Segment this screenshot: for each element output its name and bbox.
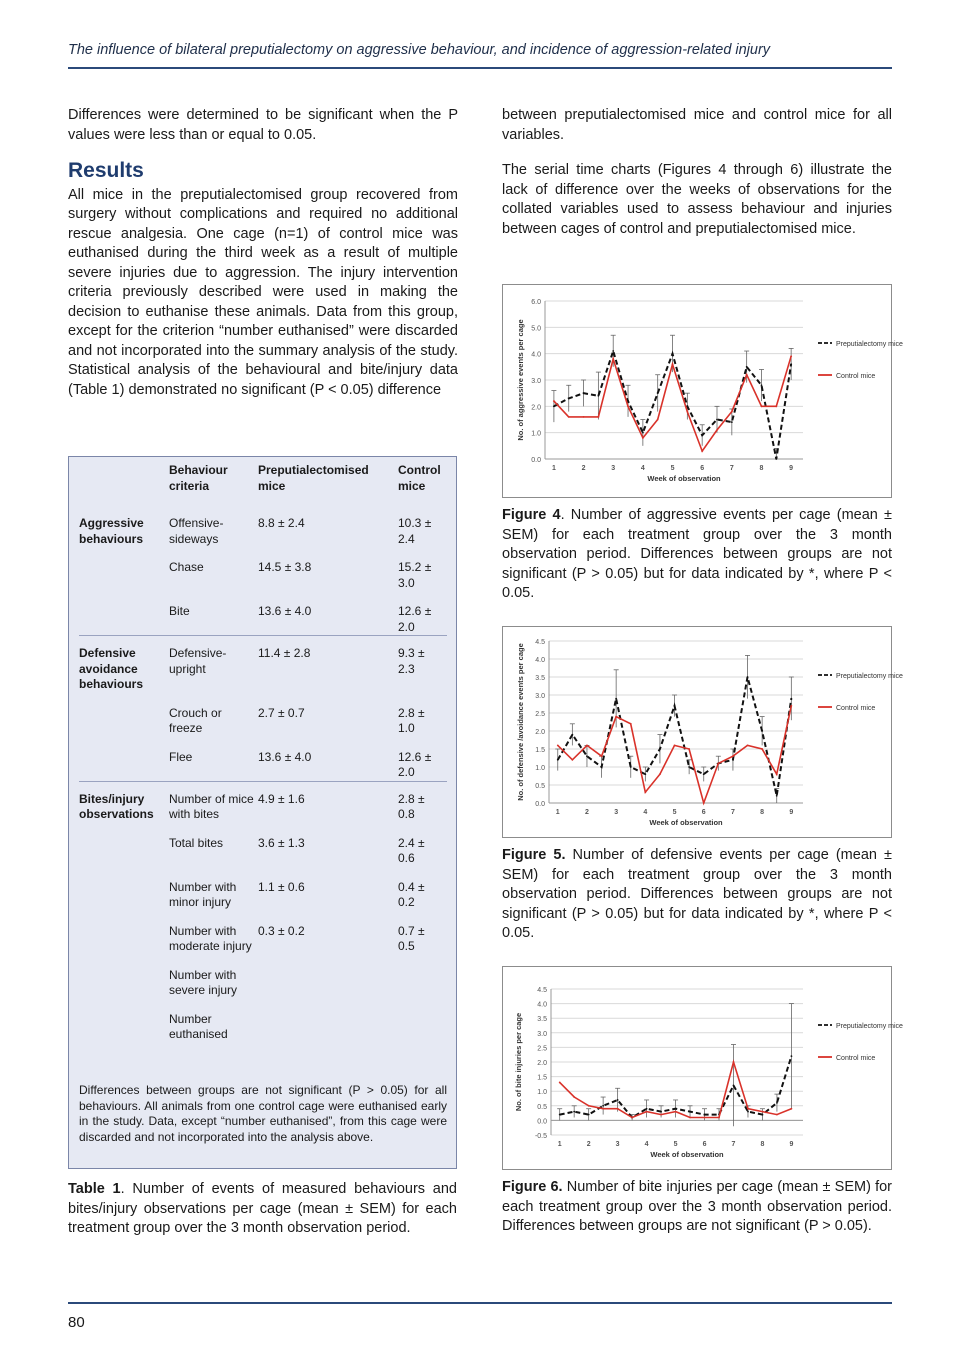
data-point (747, 676, 749, 678)
data-point (701, 434, 703, 436)
y-axis-label: No. of aggressive events per cage (516, 319, 525, 441)
data-point (602, 1108, 604, 1110)
x-tick-label: 8 (760, 1141, 765, 1148)
data-point (761, 384, 763, 386)
x-tick-label: 9 (789, 809, 794, 816)
y-tick-label: 3.5 (535, 675, 545, 682)
y-tick-label: 1.5 (537, 1074, 547, 1082)
data-point (615, 698, 617, 700)
data-point (775, 405, 777, 407)
data-point (672, 363, 674, 365)
data-point (746, 366, 748, 368)
group-name-cell (79, 547, 169, 591)
data-point (747, 1108, 749, 1110)
data-point (557, 759, 559, 761)
legend-label: Preputialectomy mice (836, 1023, 903, 1030)
y-tick-label: 3.5 (537, 1016, 547, 1024)
page-number: 80 (68, 1314, 85, 1331)
left-column (68, 106, 458, 414)
results-paragraph: All mice in the preputialectomised group recovered from surgery without complications and required no additional rescue analgesia. One cage (n=1) of control mice was euthanised during the third week as a result of multiple severe injuries due to aggression. The injury intervention criteria previously described were used in making the decision to euthanise these animals. Data from this group, except for the criterion “number euthanised” were discarded and not incorporated into the summary analysis of the study. Statistical analysis of the behavioural and bite/injury data (Table 1) demonstrated no significant (P < 0.05) difference (68, 186, 458, 398)
table-row (79, 693, 447, 737)
group-name-cell (79, 823, 169, 867)
data-point (672, 353, 674, 355)
prep-value-cell: 11.4 ± 2.8 (258, 646, 311, 660)
data-point (597, 416, 599, 418)
data-point (747, 745, 749, 747)
data-point (703, 773, 705, 775)
y-tick-label: 4.0 (537, 1001, 547, 1009)
y-tick-label: 3.0 (537, 1030, 547, 1038)
series-control-line (558, 706, 792, 803)
data-point (630, 723, 632, 725)
legend-label: Preputialectomy mice (836, 341, 903, 348)
x-tick-label: 3 (614, 809, 619, 816)
data-point (674, 705, 676, 707)
right-paragraph-2: The serial time charts (Figures 4 through 6) illustrate the lack of difference over the weeks of observations for the collated variables used to assess behaviour and injuries between cages of control and preputialectomised mice. (502, 162, 892, 237)
figure-6-caption-text: Number of bite injuries per cage (mean ± SEM) for each treatment group over the 3 month observation period. Differences between groups are not significant (P > 0.05). (502, 1179, 892, 1234)
control-value-cell: 2.4 ± 0.6 (398, 835, 425, 865)
figure-4-caption (502, 506, 892, 604)
data-point (790, 355, 792, 357)
group-name-cell (79, 591, 169, 636)
data-point (553, 400, 555, 402)
criterion-cell: Flee (169, 749, 193, 764)
x-tick-label: 9 (789, 465, 794, 472)
data-point (583, 416, 585, 418)
data-point (717, 763, 719, 765)
header-criteria: Behaviour criteria (169, 463, 228, 493)
data-point (571, 759, 573, 761)
y-tick-label: 3.0 (531, 378, 541, 385)
criterion-cell: Number with severe injury (169, 967, 238, 997)
data-point (601, 755, 603, 757)
control-value-cell: 15.2 ± 3.0 (398, 560, 432, 590)
data-point (675, 1111, 677, 1113)
figure-4 (502, 284, 903, 498)
figure-5-chart (503, 627, 903, 837)
y-tick-label: -0.5 (534, 1133, 547, 1140)
x-tick-label: 1 (555, 809, 560, 816)
data-point (612, 350, 614, 352)
table-row (79, 782, 447, 823)
data-point (703, 802, 705, 804)
data-point (733, 1061, 735, 1063)
group-name-cell (79, 867, 169, 911)
data-point (617, 1108, 619, 1110)
figure-6-chart (503, 967, 903, 1169)
data-point (588, 1114, 590, 1116)
data-point (675, 1108, 677, 1110)
figure-5 (502, 626, 903, 838)
data-point (642, 437, 644, 439)
x-tick-label: 3 (615, 1141, 620, 1148)
x-tick-label: 9 (789, 1141, 794, 1148)
data-point (559, 1082, 561, 1084)
criterion-cell: Chase (169, 560, 204, 574)
data-point (732, 759, 734, 761)
data-point (686, 411, 688, 413)
x-tick-label: 2 (581, 465, 586, 472)
criterion-cell: Number with moderate injury (169, 923, 252, 953)
intro-paragraph: Differences were determined to be significant when the P values were less than or equal to 0.05. (68, 107, 458, 143)
table-row (79, 911, 447, 955)
prep-value-cell: 2.7 ± 0.7 (258, 705, 305, 720)
header-control: Control mice (398, 463, 441, 493)
data-point (686, 405, 688, 407)
data-point (646, 1111, 648, 1113)
y-tick-label: 1.0 (531, 430, 541, 438)
criterion-cell: Defensive-upright (169, 646, 227, 676)
data-point (557, 745, 559, 747)
criterion-cell: Number with minor injury (169, 879, 237, 909)
y-tick-label: 2.0 (531, 404, 541, 412)
prep-value-cell (258, 999, 398, 1043)
x-tick-label: 7 (729, 465, 734, 472)
figure-6 (502, 966, 903, 1170)
table-row (79, 547, 447, 591)
x-tick-label: 6 (700, 465, 705, 472)
table-1 (68, 456, 457, 1169)
table-row (79, 823, 447, 867)
table-caption (68, 1180, 457, 1239)
y-tick-label: 2.0 (537, 1060, 547, 1067)
control-value-cell: 12.6 ± 2.0 (398, 604, 432, 634)
table-row (79, 955, 447, 999)
criterion-cell: Total bites (169, 835, 224, 850)
data-point (761, 730, 763, 732)
group-name-cell (79, 955, 169, 999)
data-point (630, 766, 632, 768)
group-name-cell: Aggressive behaviours (79, 516, 144, 546)
prep-value-cell: 0.3 ± 0.2 (258, 923, 305, 938)
data-point (689, 1117, 691, 1119)
data-point (731, 411, 733, 413)
figure-4-caption-text: . Number of aggressive events per cage (mean ± SEM) for each treatment group over the 3 month observation period. Differences between groups are not significant (P > 0.05) but for data indicated by *, where P < 0.05. (502, 507, 892, 601)
table-row (79, 591, 447, 636)
x-tick-label: 6 (701, 809, 706, 816)
data-point (588, 1105, 590, 1107)
data-point (617, 1099, 619, 1101)
criterion-cell: Number of mice with bites (169, 791, 254, 821)
data-point (790, 705, 792, 707)
prep-value-cell: 13.6 ± 4.0 (258, 749, 312, 764)
y-axis-label: No. of bite injuries per cage (514, 1012, 523, 1112)
criterion-cell: Crouch or freeze (169, 705, 222, 735)
y-tick-label: 3.0 (535, 693, 545, 700)
x-tick-label: 4 (640, 465, 645, 472)
y-tick-label: 2.0 (535, 729, 545, 736)
data-point (701, 450, 703, 452)
x-tick-label: 1 (557, 1141, 562, 1148)
figure-6-label: Figure 6. (502, 1179, 563, 1195)
data-point (716, 429, 718, 431)
data-point (583, 392, 585, 394)
control-value-cell: 10.3 ± 2.4 (398, 516, 432, 546)
x-tick-label: 7 (730, 809, 735, 816)
prep-value-cell: 4.9 ± 1.6 (258, 791, 305, 806)
data-point (776, 773, 778, 775)
data-point (642, 432, 644, 434)
y-tick-label: 1.5 (535, 747, 545, 754)
data-point (568, 416, 570, 418)
table-row (79, 636, 447, 693)
data-point (586, 745, 588, 747)
group-name-cell (79, 999, 169, 1043)
data-point (660, 1114, 662, 1116)
table-row (79, 737, 447, 782)
x-tick-label: 8 (759, 465, 764, 472)
figure-6-caption (502, 1178, 892, 1237)
control-value-cell: 9.3 ± 2.3 (398, 646, 425, 676)
y-tick-label: 0.5 (537, 1103, 547, 1111)
figure-4-label: Figure 4 (502, 507, 561, 523)
control-value-cell: 12.6 ± 2.0 (398, 749, 432, 779)
data-point (776, 1114, 778, 1116)
criterion-cell: Offensive-sideways (169, 516, 224, 546)
footer-rule (68, 1302, 892, 1304)
data-point (762, 1114, 764, 1116)
y-tick-label: 6.0 (531, 299, 541, 306)
table-row (79, 506, 447, 547)
data-point (659, 773, 661, 775)
y-tick-label: 0.0 (531, 457, 541, 464)
data-point (688, 766, 690, 768)
data-point (631, 1117, 633, 1119)
data-point (644, 791, 646, 793)
y-tick-label: 0.5 (535, 783, 545, 790)
right-paragraph-1: between preputialectomised mice and control mice for all variables. (502, 107, 892, 143)
data-point (627, 405, 629, 407)
data-point (791, 1055, 793, 1057)
data-point (761, 405, 763, 407)
x-axis-label: Week of observation (647, 474, 721, 483)
data-point (553, 405, 555, 407)
data-point (646, 1108, 648, 1110)
x-tick-label: 5 (673, 1141, 678, 1148)
data-point (615, 716, 617, 718)
header-prep: Preputialectomised mice (258, 463, 369, 493)
data-point (732, 755, 734, 757)
table-row (79, 999, 447, 1043)
prep-value-cell: 13.6 ± 4.0 (258, 604, 312, 618)
data-point (790, 363, 792, 365)
data-point (612, 358, 614, 360)
data-point (571, 734, 573, 736)
data-point (704, 1114, 706, 1116)
y-tick-label: 2.5 (537, 1045, 547, 1053)
control-value-cell: 2.8 ± 1.0 (398, 705, 425, 735)
data-point (731, 421, 733, 423)
data-point (776, 1102, 778, 1104)
x-axis-label: Week of observation (650, 1150, 724, 1159)
y-tick-label: 4.5 (535, 639, 545, 646)
x-tick-label: 8 (760, 809, 765, 816)
y-tick-label: 0.0 (537, 1118, 547, 1126)
x-tick-label: 2 (585, 809, 589, 816)
figure-5-label: Figure 5. (502, 847, 566, 863)
y-tick-label: 4.0 (535, 657, 545, 664)
data-point (657, 419, 659, 421)
figure-5-caption-text: Number of defensive events per cage (mean ± SEM) for each treatment group over the 3 month observation period. Differences between groups are not significant (P > 0.05) but for data indicated by *, where P < 0.05. (502, 847, 892, 941)
control-value-cell: 2.8 ± 0.8 (398, 791, 425, 821)
x-tick-label: 5 (670, 465, 675, 472)
data-point (674, 745, 676, 747)
data-point (704, 1117, 706, 1119)
behaviour-table (79, 463, 447, 1043)
right-column (502, 106, 892, 253)
data-point (747, 1111, 749, 1113)
data-point (716, 419, 718, 421)
table-row (79, 867, 447, 911)
figure-4-chart (503, 285, 903, 497)
data-point (573, 1096, 575, 1098)
y-axis-label: No. of defensive /avoidance events per cage (516, 643, 525, 801)
results-heading: Results (68, 159, 144, 182)
y-tick-label: 2.5 (535, 711, 545, 718)
header-rule (68, 67, 892, 69)
legend-label: Preputialectomy mice (836, 673, 903, 680)
running-title: The influence of bilateral preputialectomy on aggressive behaviour, and incidence of aggression-related injury (68, 42, 771, 58)
y-tick-label: 4.5 (537, 987, 547, 994)
data-point (718, 1117, 720, 1119)
data-point (762, 1111, 764, 1113)
y-tick-label: 5.0 (531, 325, 541, 333)
data-point (688, 748, 690, 750)
y-tick-label: 4.0 (531, 351, 541, 359)
x-tick-label: 4 (643, 809, 648, 816)
group-name-cell: Defensive avoidance behaviours (79, 646, 144, 691)
data-point (659, 748, 661, 750)
data-point (573, 1111, 575, 1113)
group-name-cell (79, 737, 169, 782)
table-header-row (79, 463, 447, 506)
data-point (761, 748, 763, 750)
group-name-cell: Bites/injury observations (79, 791, 154, 821)
legend-label: Control mice (836, 1055, 876, 1062)
group-name-cell (79, 911, 169, 955)
data-point (776, 795, 778, 797)
x-tick-label: 4 (644, 1141, 649, 1148)
data-point (602, 1105, 604, 1107)
x-tick-label: 7 (731, 1141, 736, 1148)
prep-value-cell (258, 955, 398, 999)
prep-value-cell: 8.8 ± 2.4 (258, 516, 305, 530)
legend-label: Control mice (836, 373, 876, 380)
figure-5-caption (502, 846, 892, 944)
group-name-cell (79, 693, 169, 737)
control-value-cell (398, 999, 447, 1043)
data-point (601, 766, 603, 768)
x-tick-label: 6 (702, 1141, 707, 1148)
x-tick-label: 3 (611, 465, 616, 472)
data-point (733, 1084, 735, 1086)
data-point (657, 392, 659, 394)
data-point (568, 398, 570, 400)
data-point (746, 374, 748, 376)
control-value-cell (398, 955, 447, 999)
x-axis-label: Week of observation (649, 818, 723, 827)
table-caption-text: . Number of events of measured behaviours and bites/injury observations per cage (mean ± SEM) for each treatment group over the 3 month observation period. (68, 1181, 457, 1236)
legend-label: Control mice (836, 705, 876, 712)
y-tick-label: 1.0 (535, 765, 545, 772)
data-point (597, 395, 599, 397)
table-note: Differences between groups are not significant (P > 0.05) for all behaviours. All animals from one control cage were euthanised early in the study. Data, except “number euthanised”, from this cage were discarded and not incorporated into the analysis above. (79, 1083, 447, 1144)
data-point (660, 1111, 662, 1113)
control-value-cell: 0.7 ± 0.5 (398, 923, 425, 953)
x-tick-label: 1 (551, 465, 556, 472)
y-tick-label: 1.0 (537, 1089, 547, 1097)
x-tick-label: 2 (586, 1141, 591, 1148)
criterion-cell: Bite (169, 604, 190, 618)
data-point (775, 458, 777, 460)
x-tick-label: 5 (672, 809, 677, 816)
prep-value-cell: 3.6 ± 1.3 (258, 835, 305, 850)
data-point (559, 1114, 561, 1116)
data-point (689, 1111, 691, 1113)
data-point (627, 400, 629, 402)
prep-value-cell: 1.1 ± 0.6 (258, 879, 305, 894)
y-tick-label: 0.0 (535, 801, 545, 808)
data-point (791, 1108, 793, 1110)
data-point (790, 698, 792, 700)
criterion-cell: Number euthanised (169, 1011, 228, 1041)
prep-value-cell: 14.5 ± 3.8 (258, 560, 312, 574)
data-point (644, 773, 646, 775)
control-value-cell: 0.4 ± 0.2 (398, 879, 425, 909)
data-point (586, 755, 588, 757)
table-caption-label: Table 1 (68, 1181, 121, 1197)
